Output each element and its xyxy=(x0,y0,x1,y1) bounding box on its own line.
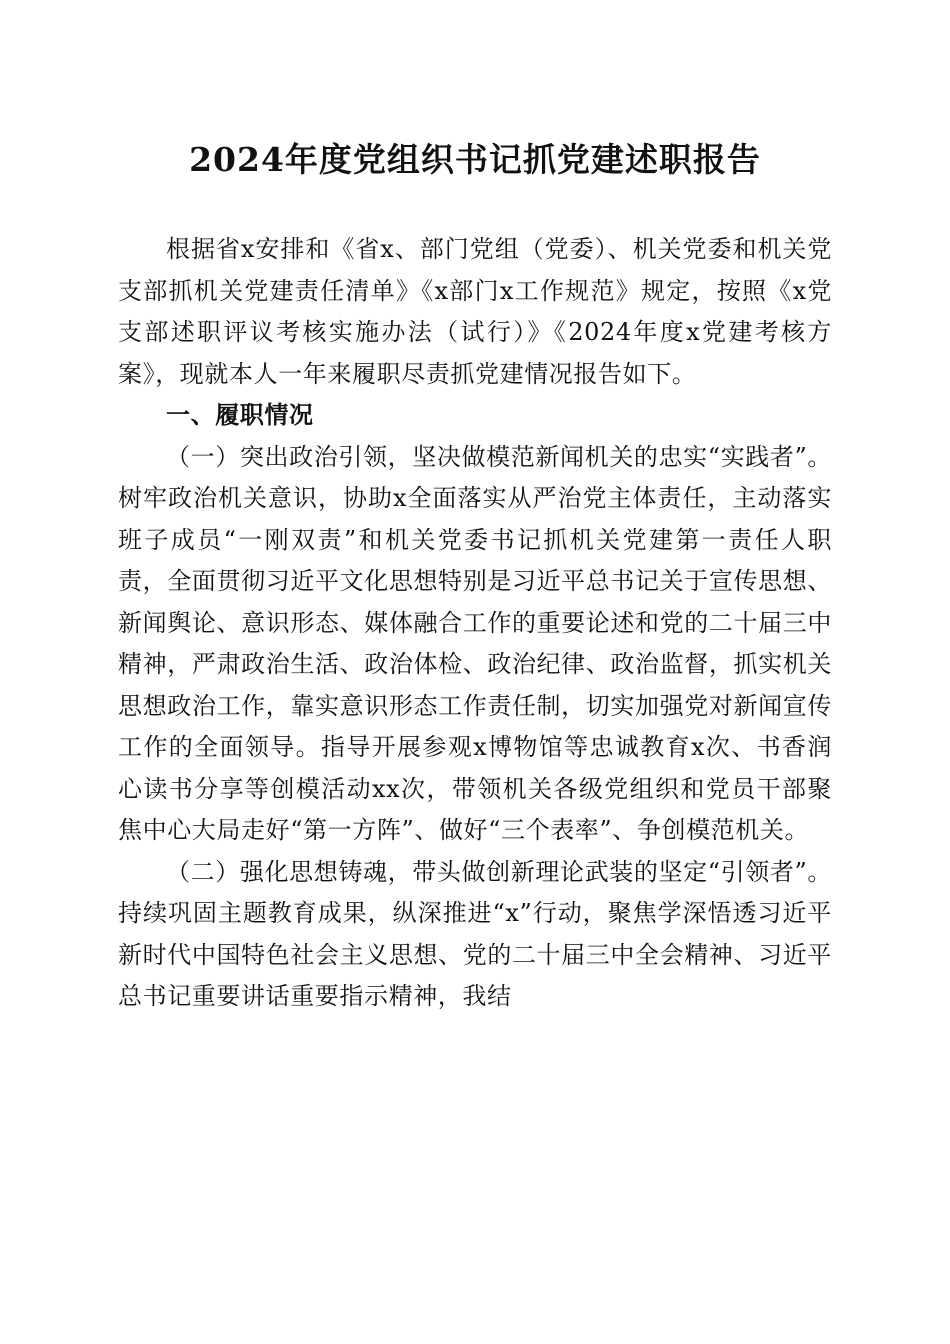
document-title: 2024年度党组织书记抓党建述职报告 xyxy=(189,140,761,179)
section-heading-performance: 一、履职情况 xyxy=(166,401,314,429)
document-body xyxy=(118,229,832,1018)
paragraph-item-2: （二）强化思想铸魂，带头做创新理论武装的坚定“引领者”。持续巩固主题教育成果，纵深推进“x”行动，聚焦学深悟透习近平新时代中国特色社会主义思想、党的二十届三中全会精神、习近平总书记重要讲话重要指示精神，我结 xyxy=(118,857,832,1010)
intro-paragraph: 根据省x安排和《省x、部门党组（党委）、机关党委和机关党支部抓机关党建责任清单》《x部门x工作规范》规定，按照《x党支部述职评议考核实施办法（试行）》《2024年度x党建考核方案》，现就本人一年来履职尽责抓党建情况报告如下。 xyxy=(118,235,832,388)
paragraph-item-1: （一）突出政治引领，坚决做模范新闻机关的忠实“实践者”。树牢政治机关意识，协助x全面落实从严治党主体责任，主动落实班子成员“一刚双责”和机关党委书记抓机关党建第一责任人职责，全面贯彻习近平文化思想特别是习近平总书记关于宣传思想、新闻舆论、意识形态、媒体融合工作的重要论述和党的二十届三中精神，严肃政治生活、政治体检、政治纪律、政治监督，抓实机关思想政治工作，靠实意识形态工作责任制，切实加强党对新闻宣传工作的全面领导。指导开展参观x博物馆等忠诚教育x次、书香润心读书分享等创模活动xx次，带领机关各级党组织和党员干部聚焦中心大局走好“第一方阵”、做好“三个表率”、争创模范机关。 xyxy=(118,442,832,844)
